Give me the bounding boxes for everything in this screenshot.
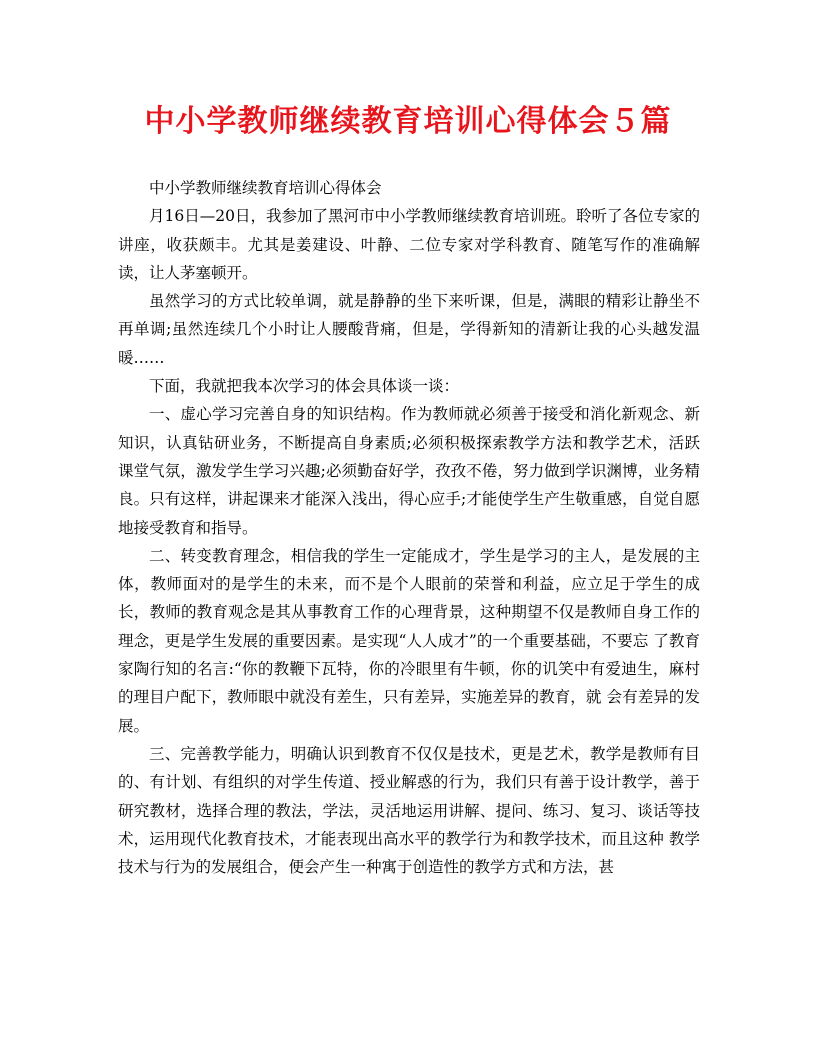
- paragraph: 月16日—20日，我参加了黑河市中小学教师继续教育培训班。聆听了各位专家的讲座，收获颇丰。尤其是姜建设、叶静、二位专家对学科教育、随笔写作的准确解读，让人茅塞顿开。: [118, 207, 700, 282]
- paragraph: 二、转变教育理念，相信我的学生一定能成才，学生是学习的主人，是发展的主体，教师面对的是学生的未来，而不是个人眼前的荣誉和利益，应立足于学生的成 长，教师的教育观念是其从事教育工作的心理背景，这种期望不仅是教师自身工作的理念，更是学生发展的重要因素。是实现“人人成才”的一个重要基础，不要忘 了教育家陶行知的名言:“你的教鞭下瓦特，你的冷眼里有牛顿，你的讥笑中有爱迪生，麻村的理目户配下，教师眼中就没有差生，只有差异，实施差异的教育，就 会有差异的发展。: [118, 546, 700, 735]
- paragraph: 一、虚心学习完善自身的知识结构。作为教师就必须善于接受和消化新观念、新知识，认真钻研业务，不断提高自身素质;必须积极探索教学方法和教学艺术，活跃 课堂气氛，激发学生学习兴趣;必须勤奋好学，孜孜不倦，努力做到学识渊博，业务精良。只有这样，讲起课来才能深入浅出，得心应手;才能使学生产生敬重感，自觉自愿地接受教育和指导。: [118, 405, 700, 537]
- paragraph-subtitle: 中小学教师继续教育培训心得体会: [149, 179, 382, 197]
- paragraph: 下面，我就把我本次学习的体会具体谈一谈：: [149, 377, 460, 396]
- document-title: 中小学教师继续教育培训心得体会５篇: [144, 104, 672, 139]
- document-body: [118, 174, 700, 881]
- paragraph: 三、完善教学能力，明确认识到教育不仅仅是技术，更是艺术，教学是教师有目的、有计划、有组织的对学生传道、授业解惑的行为，我们只有善于设计教学，善于 研究教材，选择合理的教法，学法，灵活地运用讲解、提问、练习、复习、谈话等技术，运用现代化教育技术，才能表现出高水平的教学行为和教学技术，而且这种 教学技术与行为的发展组合，便会产生一种寓于创造性的教学方式和方法，甚: [118, 744, 700, 877]
- paragraph: 虽然学习的方式比较单调，就是静静的坐下来听课，但是，满眼的精彩让静坐不再单调;虽然连续几个小时让人腰酸背痛，但是，学得新知的清新让我的心头越发温暖……: [118, 292, 700, 367]
